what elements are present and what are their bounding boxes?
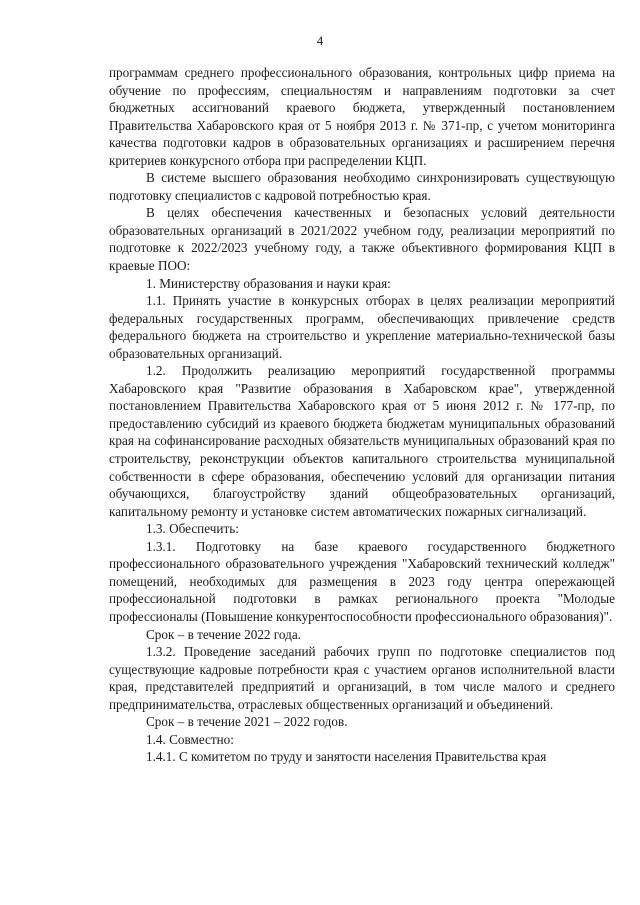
document-body (109, 64, 615, 766)
item-1-4: 1.4. Совместно: (146, 731, 234, 747)
item-1-2: 1.2. Продолжить реализацию мероприятий государственной программы Хабаровского края "Развитие образования в Хабаровском крае", утвержденной постановлением Правительства Хабаровского края от 5 июня 2012 г. № 177-пр, по предоставлению субсидий из краевого бюджета бюджетам муниципальных образований края на софинансирование расходных обязательств муниципальных образований края по строительству, реконструкции объектов капитального строительства муниципальной собственности в сфере образования, обеспечению условий для организации питания обучающихся, благоустройству зданий общеобразовательных организаций, капитальному ремонту и установке систем автоматических пожарных сигнализаций. (109, 363, 615, 519)
deadline-2021-2022: Срок – в течение 2021 – 2022 годов. (146, 714, 348, 730)
paragraph-higher-education: В системе высшего образования необходимо синхронизировать существующую подготовку специалистов с кадровой потребностью края. (109, 170, 615, 203)
item-1-ministry: 1. Министерству образования и науки края: (146, 275, 391, 291)
item-1-4-1: 1.4.1. С комитетом по труду и занятости населения Правительства края (146, 749, 547, 765)
deadline-2022: Срок – в течение 2022 года. (146, 626, 301, 642)
paragraph-intro-continuation: программам среднего профессионального образования, контрольных цифр приема на обучение по профессиям, специальностям и направлениям подготовки за счет бюджетных ассигнований краевого бюджета, утвержденный постановлением Правительства Хабаровского края от 5 ноября 2013 г. № 371-пр, с учетом мониторинга качества подготовки кадров в образовательных организациях и расширением перечня критериев конкурсного отбора при распределении КЦП. (109, 65, 615, 168)
paragraph-goals: В целях обеспечения качественных и безопасных условий деятельности образовательных организаций в 2021/2022 учебном году, реализации мероприятий по подготовке к 2022/2023 учебному году, а также объективного формирования КЦП в краевые ПОО: (109, 205, 615, 274)
page-number: 4 (316, 33, 324, 48)
item-1-3-2: 1.3.2. Проведение заседаний рабочих групп по подготовке специалистов под существующие кадровые потребности края с участием органов исполнительной власти края, представителей предприятий и организаций, в том числе малого и среднего предпринимательства, отраслевых общественных организаций и объединений. (109, 644, 615, 712)
item-1-1: 1.1. Принять участие в конкурсных отборах в целях реализации мероприятий федеральных государственных программ, обеспечивающих привлечение средств федерального бюджета на строительство и укрепление материально-технической базы образовательных организаций. (109, 293, 615, 361)
item-1-3-1: 1.3.1. Подготовку на базе краевого государственного бюджетного профессионального образовательного учреждения "Хабаровский технический колледж" помещений, необходимых для размещения в 2023 году центра опережающей профессиональной подготовки в рамках регионального проекта "Молодые профессионалы (Повышение конкурентоспособности профессионального образования)". (109, 538, 615, 624)
item-1-3: 1.3. Обеспечить: (146, 521, 239, 537)
